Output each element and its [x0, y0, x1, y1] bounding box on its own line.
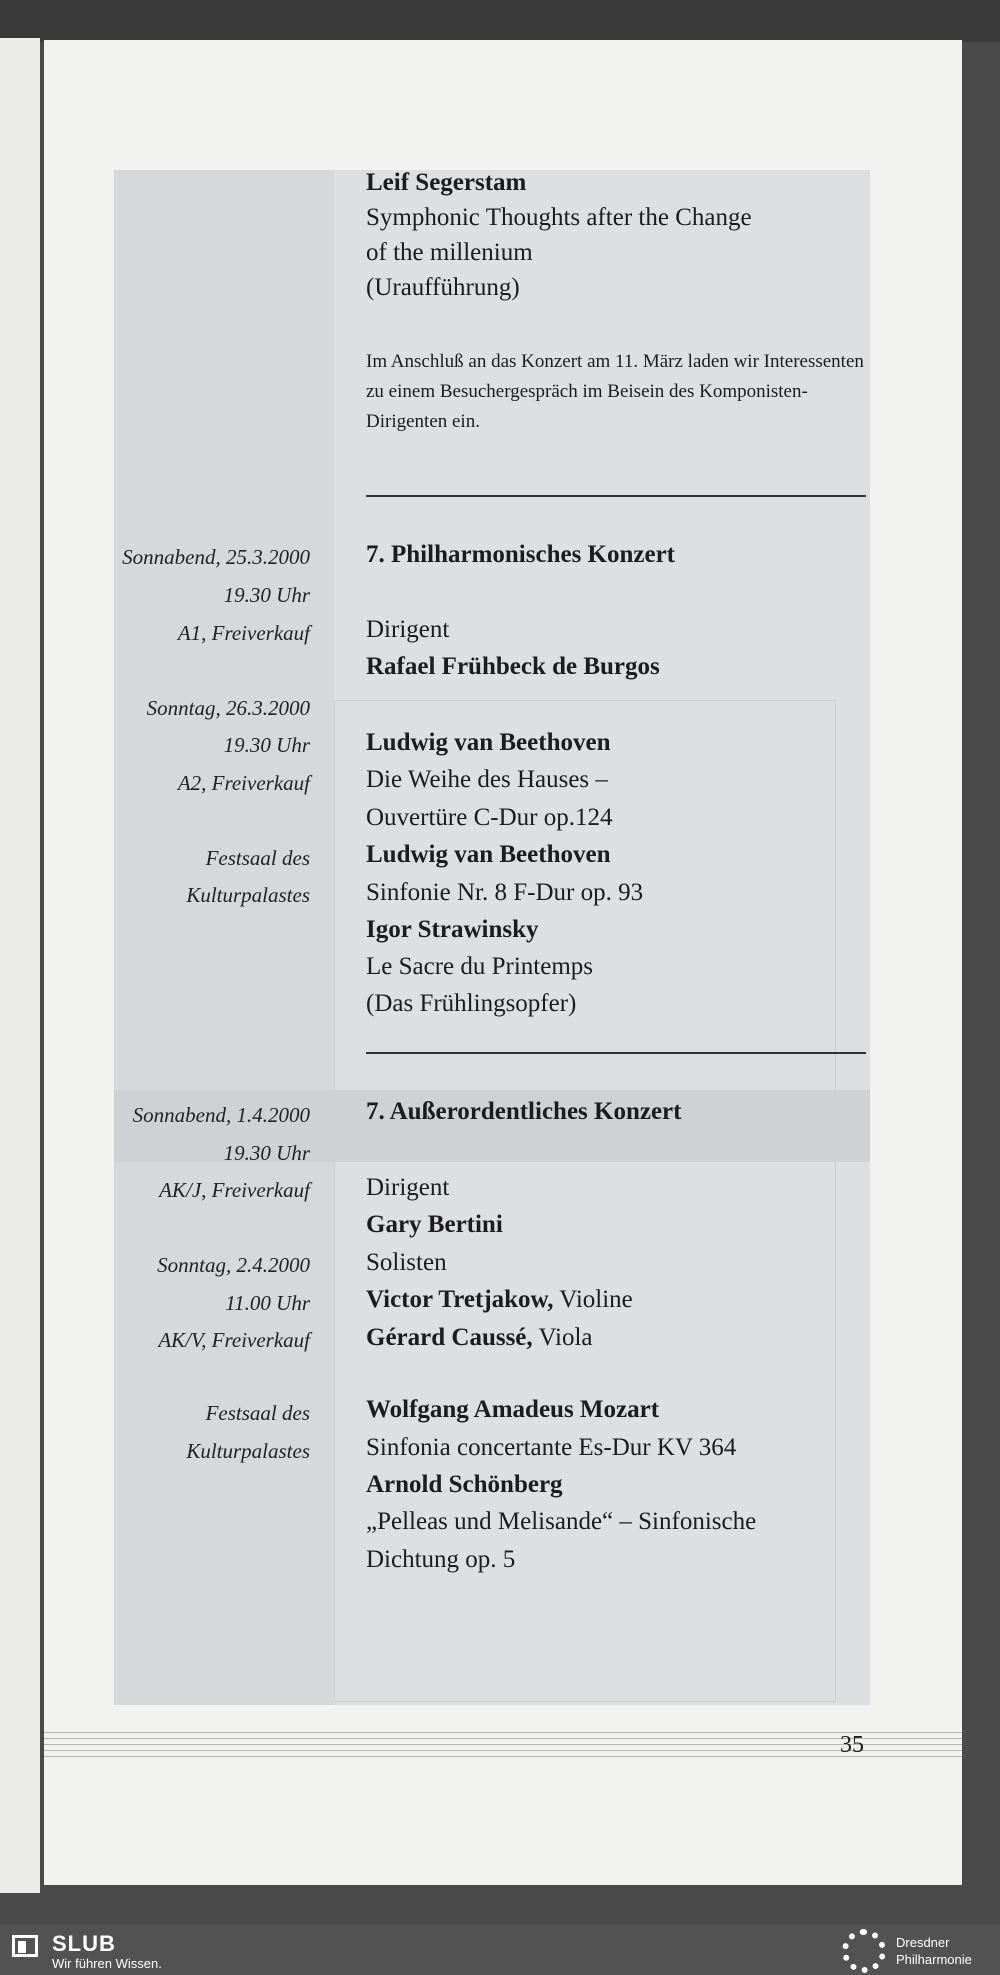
philharmonie-logo-icon [842, 1929, 886, 1973]
venue-line: Kulturpalastes [186, 1439, 310, 1463]
conductor-name: Rafael Frühbeck de Burgos [366, 653, 660, 680]
venue-line: Kulturpalastes [186, 883, 310, 907]
concert-time: 19.30 Uhr [223, 1141, 310, 1165]
role-label: Solisten [366, 1249, 447, 1276]
concert-title: 7. Philharmonisches Konzert [366, 541, 676, 568]
show-through-column [114, 170, 334, 1705]
instrument: Viola [532, 1324, 593, 1351]
work-title-line: Symphonic Thoughts after the Change [366, 204, 752, 231]
work-title: Ouvertüre C-Dur op.124 [366, 804, 613, 831]
composer-name: Ludwig van Beethoven [366, 841, 611, 868]
concert-date: Sonntag, 26.3.2000 [146, 696, 310, 720]
page-number: 35 [840, 1732, 864, 1758]
ticket-series: A1, Freiverkauf [177, 621, 310, 645]
ticket-series: A2, Freiverkauf [177, 771, 310, 795]
ticket-series: AK/J, Freiverkauf [159, 1178, 310, 1202]
soloist-name: Victor Tretjakow, [366, 1286, 554, 1313]
concert-time: 11.00 Uhr [225, 1291, 310, 1315]
composer-name: Ludwig van Beethoven [366, 729, 611, 756]
concert-title: 7. Außerordentliches Konzert [366, 1098, 682, 1125]
program-page [44, 40, 962, 1885]
work-title: Le Sacre du Printemps [366, 953, 594, 980]
composer-name: Igor Strawinsky [366, 916, 539, 943]
composer-name: Wolfgang Amadeus Mozart [366, 1396, 660, 1423]
concert-date: Sonntag, 2.4.2000 [157, 1253, 310, 1277]
composer-name: Arnold Schönberg [366, 1471, 563, 1498]
scan-background [0, 0, 1000, 42]
conductor-name: Gary Bertini [366, 1211, 503, 1238]
library-tagline: Wir führen Wissen. [52, 1956, 162, 1971]
decorative-line [44, 1744, 962, 1745]
visitor-talk-note: Im Anschluß an das Konzert am 11. März laden wir Interessenten zu einem Besuchergespräch im Beisein des Komponisten-Dirigenten ein. [366, 351, 864, 432]
work-title: Sinfonia concertante Es-Dur KV 364 [366, 1434, 737, 1461]
decorative-line [44, 1738, 962, 1739]
work-title-line: of the millenium [366, 239, 533, 266]
slub-logo-icon [12, 1935, 38, 1957]
ticket-series: AK/V, Freiverkauf [158, 1328, 310, 1352]
venue-line: Festsaal des [205, 1401, 310, 1425]
orchestra-name-line: Dresdner [896, 1935, 950, 1950]
concert-date: Sonnabend, 25.3.2000 [122, 545, 310, 569]
decorative-line [44, 1750, 962, 1751]
section-divider [366, 1052, 866, 1054]
previous-page-edge [0, 38, 40, 1893]
work-title: Die Weihe des Hauses – [366, 766, 608, 793]
decorative-line [44, 1756, 962, 1757]
role-label: Dirigent [366, 1174, 450, 1201]
soloist-name: Gérard Caussé, [366, 1324, 533, 1351]
instrument: Violine [553, 1286, 633, 1313]
concert-time: 19.30 Uhr [223, 733, 310, 757]
decorative-line [44, 1732, 962, 1733]
concert-date: Sonnabend, 1.4.2000 [132, 1103, 310, 1127]
work-title: Dichtung op. 5 [366, 1546, 516, 1573]
section-divider [366, 495, 866, 497]
role-label: Dirigent [366, 616, 450, 643]
footer-bar [0, 1925, 1000, 1975]
soloist-line [366, 1285, 633, 1315]
composer-name: Leif Segerstam [366, 169, 527, 196]
library-name: SLUB [52, 1931, 116, 1956]
soloist-line [366, 1323, 593, 1353]
work-title-line: (Uraufführung) [366, 274, 520, 301]
concert-time: 19.30 Uhr [223, 583, 310, 607]
work-title: „Pelleas und Melisande“ – Sinfonische [366, 1508, 757, 1535]
orchestra-name-line: Philharmonie [896, 1952, 972, 1967]
orchestra-name [896, 1934, 972, 1968]
work-title: (Das Frühlingsopfer) [366, 990, 577, 1017]
work-title: Sinfonie Nr. 8 F-Dur op. 93 [366, 879, 644, 906]
venue-line: Festsaal des [205, 846, 310, 870]
